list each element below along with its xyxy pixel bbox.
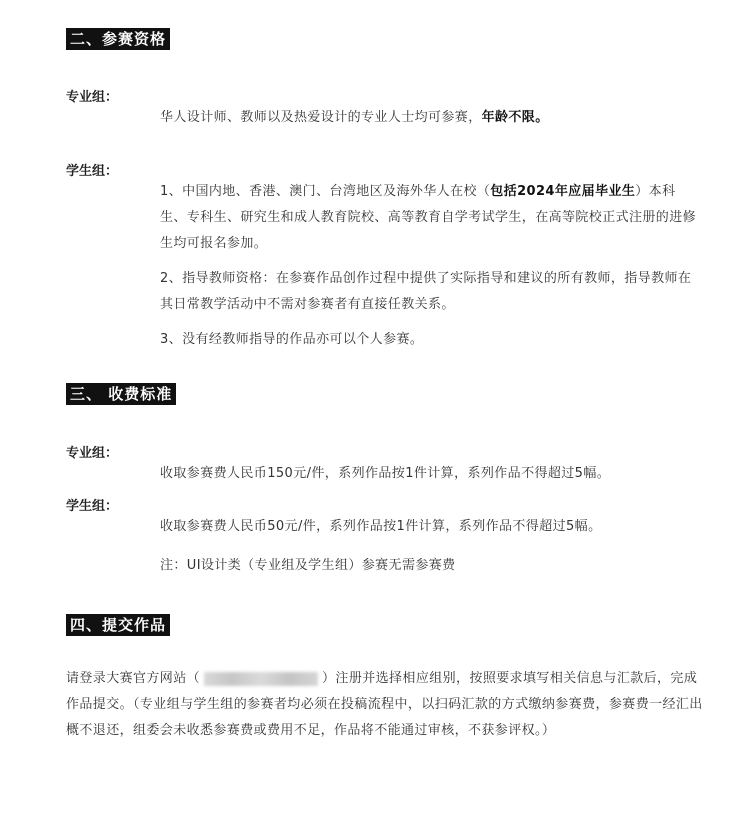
submission-text [66, 666, 706, 744]
student-eligibility-item-3: 3、没有经教师指导的作品亦可以个人参赛。 [160, 332, 424, 347]
age-unlimited-emphasis: 年龄不限。 [481, 110, 549, 125]
submission-text-b: ）注册并选择相应组别，按照要求填写相关信息与汇款后，完成作品提交。（专业组与学生组的参赛者均必须在投稿流程中，以扫码汇款的方式缴纳参赛费，参赛费一经汇出概不退还，组委会未收悉参赛费或费用不足，作品将不能通过审核，不获参评权。） [66, 671, 703, 738]
student-eligibility-item-1 [160, 179, 700, 257]
pro-group-label: 专业组： [66, 90, 119, 105]
section-title-eligibility: 二、参赛资格 [66, 28, 170, 50]
submission-text-a: 请登录大赛官方网站（ [66, 671, 201, 686]
fees-student-text: 收取参赛费人民币50元/件，系列作品按1件计算，系列作品不得超过5幅。 [160, 519, 602, 534]
fees-pro-text: 收取参赛费人民币150元/件，系列作品按1件计算，系列作品不得超过5幅。 [160, 466, 611, 481]
fees-pro-group-label: 专业组： [66, 446, 119, 461]
item1-emphasis: 包括2024年应届毕业生 [490, 184, 636, 199]
fees-note: 注：UI设计类（专业组及学生组）参赛无需参赛费 [160, 558, 456, 573]
student-eligibility-item-2: 2、指导教师资格：在参赛作品创作过程中提供了实际指导和建议的所有教师，指导教师在其日常教学活动中不需对参赛者有直接任教关系。 [160, 271, 692, 312]
blurred-website-url [204, 672, 318, 686]
fees-student-group-label: 学生组： [66, 499, 119, 514]
section-title-fees: 三、 收费标准 [66, 383, 176, 405]
section-title-submission: 四、提交作品 [66, 614, 170, 636]
pro-eligibility-text [160, 105, 700, 131]
pro-eligibility-text-a: 华人设计师、教师以及热爱设计的专业人士均可参赛， [160, 110, 482, 125]
student-group-label: 学生组： [66, 164, 119, 179]
item1-text-c: ）本科生、专科生、研究生和成人教育院校、高等教育自学考试学生，在高等院校正式注册的进修生均可报名参加。 [160, 184, 697, 251]
item1-text-a: 1、中国内地、香港、澳门、台湾地区及海外华人在校（ [160, 184, 491, 199]
